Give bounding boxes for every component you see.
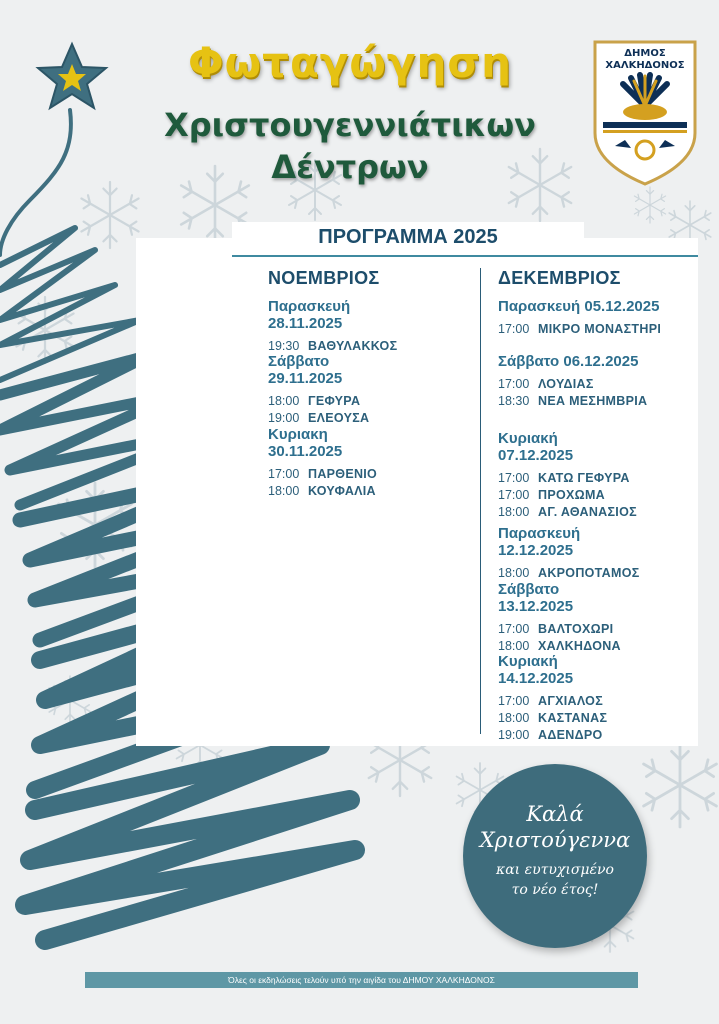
crest-text-1: ΔΗΜΟΣ (624, 48, 666, 59)
event-place: ΜΙΚΡΟ ΜΟΝΑΣΤΗΡΙ (538, 322, 662, 336)
event-place: ΠΡΟΧΩΜΑ (538, 488, 605, 502)
municipality-crest (591, 38, 699, 188)
day-group (498, 525, 640, 582)
greeting-line-4: το νέο έτος! (511, 882, 599, 898)
event-place: ΚΟΥΦΑΛΙΑ (308, 484, 376, 498)
title-line-2: Χριστουγεννιάτικων (164, 106, 536, 144)
column-divider (480, 268, 481, 734)
title-line-3: Δέντρων (271, 148, 429, 186)
event-row (498, 727, 621, 744)
day-group (498, 581, 621, 655)
day-date: Κυριακή 07.12.2025 (498, 430, 574, 464)
event-time: 19:30 (268, 339, 300, 353)
event-row (498, 710, 621, 727)
event-row (268, 483, 380, 500)
event-row (268, 466, 380, 483)
event-place: ΚΑΣΤΑΝΑΣ (538, 711, 608, 725)
day-date: Κυριακή 14.12.2025 (498, 653, 574, 687)
day-date: Κυριακη 30.11.2025 (268, 426, 343, 460)
day-date: Παρασκευή 05.12.2025 (498, 298, 660, 315)
greeting-line-1: Καλά (526, 802, 584, 826)
day-date: Σάββατο 13.12.2025 (498, 581, 574, 615)
event-place: ΛΟΥΔΙΑΣ (538, 377, 594, 391)
event-place: ΚΑΤΩ ΓΕΦΥΡΑ (538, 471, 630, 485)
event-time: 17:00 (498, 322, 530, 336)
event-place: ΧΑΛΚΗΔΟΝΑ (538, 639, 621, 653)
event-time: 18:00 (268, 394, 300, 408)
greeting-line-3: και ευτυχισμένο (496, 862, 614, 878)
program-title: ΠΡΟΓΡΑΜΜΑ 2025 (232, 222, 584, 252)
event-row (268, 393, 380, 410)
event-row (498, 470, 637, 487)
event-row (498, 376, 647, 393)
day-date: Παρασκευή 12.12.2025 (498, 525, 581, 559)
event-time: 18:00 (268, 484, 300, 498)
event-time: 17:00 (498, 377, 530, 391)
program-title-underline (232, 255, 698, 257)
event-row (498, 504, 637, 521)
month-heading: ΔΕΚΕΜΒΡΙΟΣ (498, 268, 621, 288)
event-place: ΑΔΕΝΔΡΟ (538, 728, 603, 742)
title-line-1: Φωταγώγηση (187, 38, 513, 87)
event-time: 17:00 (498, 622, 530, 636)
greeting-line-2: Χριστούγεννα (479, 828, 631, 852)
day-group (268, 298, 397, 355)
event-time: 18:00 (498, 711, 530, 725)
event-place: ΝΕΑ ΜΕΣΗΜΒΡΙΑ (538, 394, 648, 408)
event-place: ΕΛΕΟΥΣΑ (308, 411, 370, 425)
day-date: Σάββατο 29.11.2025 (268, 353, 343, 387)
event-time: 17:00 (498, 694, 530, 708)
event-place: ΠΑΡΘΕΝΙΟ (308, 467, 378, 481)
event-time: 17:00 (268, 467, 300, 481)
november-column (268, 268, 398, 498)
event-row (498, 487, 637, 504)
event-time: 17:00 (498, 471, 530, 485)
event-place: ΑΓ. ΑΘΑΝΑΣΙΟΣ (538, 505, 637, 519)
event-place: ΒΑΘΥΛΑΚΚΟΣ (308, 339, 398, 353)
event-time: 19:00 (498, 728, 530, 742)
event-row (498, 693, 621, 710)
december-column (498, 268, 662, 742)
event-row (498, 321, 661, 338)
event-time: 18:00 (498, 566, 530, 580)
day-group (498, 298, 661, 338)
event-place: ΑΓΧΙΑΛΟΣ (538, 694, 604, 708)
event-row (498, 565, 640, 582)
event-place: ΓΕΦΥΡΑ (308, 394, 361, 408)
event-time: 19:00 (268, 411, 300, 425)
day-group (498, 353, 647, 410)
event-place: ΒΑΛΤΟΧΩΡΙ (538, 622, 614, 636)
month-heading: ΝΟΕΜΒΡΙΟΣ (268, 268, 380, 288)
event-time: 18:00 (498, 505, 530, 519)
event-place: ΑΚΡΟΠΟΤΑΜΟΣ (538, 566, 640, 580)
event-row (498, 393, 647, 410)
footer-note: Όλες οι εκδηλώσεις τελούν υπό την αιγίδα του ΔΗΜΟΥ ΧΑΛΚΗΔΟΝΟΣ (85, 972, 638, 988)
day-date: Παρασκευή 28.11.2025 (268, 298, 351, 332)
event-time: 17:00 (498, 488, 530, 502)
star-icon (38, 44, 106, 108)
day-group (268, 353, 380, 427)
day-date: Σάββατο 06.12.2025 (498, 353, 639, 370)
day-group (498, 653, 621, 744)
event-row (498, 621, 621, 638)
crest-text-2: ΧΑΛΚΗΔΟΝΟΣ (605, 60, 685, 71)
greeting-badge (463, 764, 647, 948)
day-group (268, 426, 380, 500)
event-time: 18:30 (498, 394, 530, 408)
day-group (498, 430, 637, 521)
event-row (268, 410, 380, 427)
event-time: 18:00 (498, 639, 530, 653)
